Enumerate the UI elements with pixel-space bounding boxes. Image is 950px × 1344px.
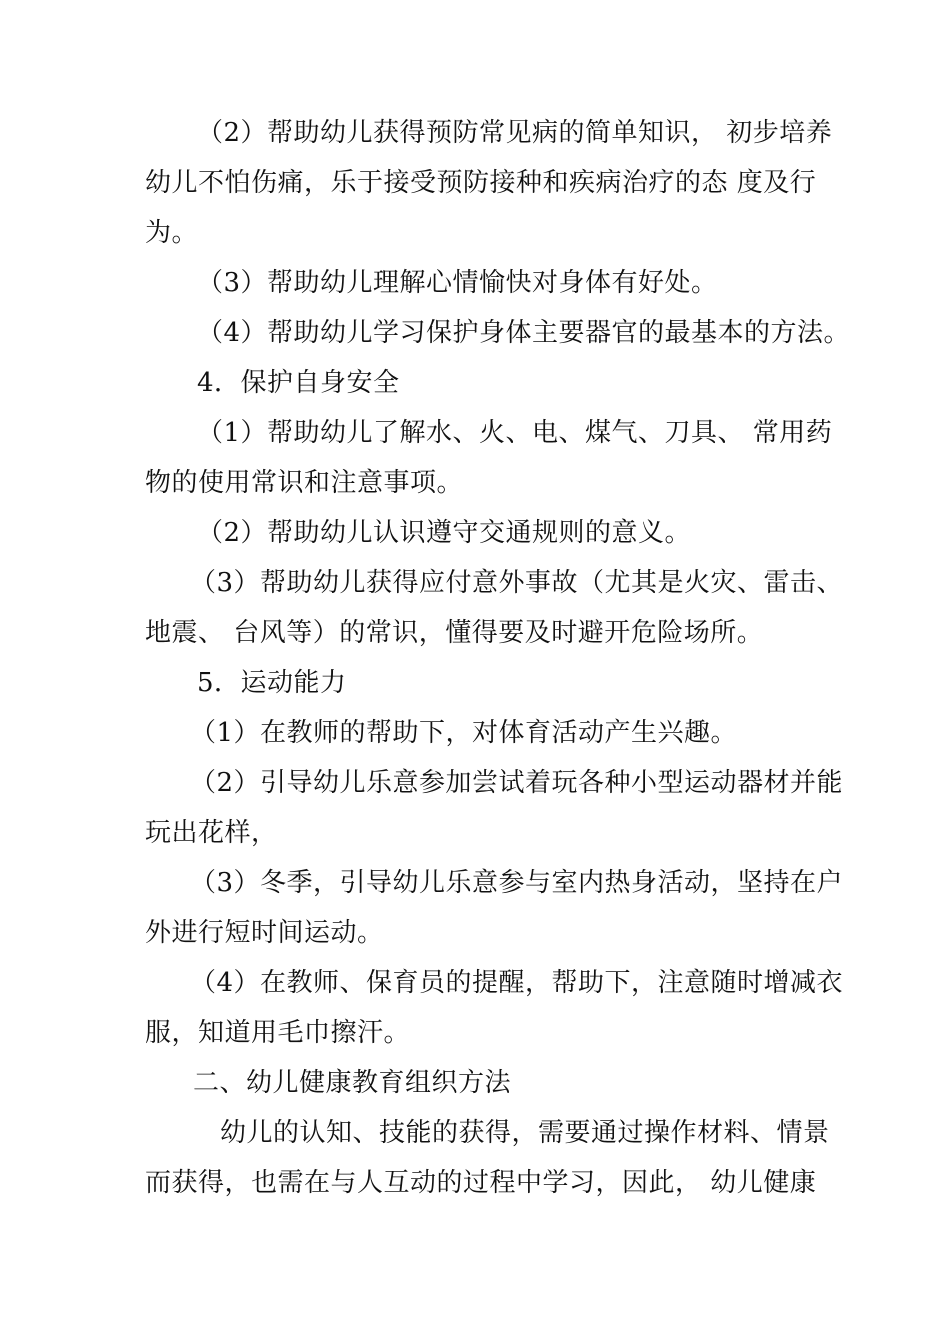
text-line: 幼儿的认知、技能的获得，需要通过操作材料、情景: [220, 1118, 830, 1148]
text-line: （4）在教师、保育员的提醒，帮助下，注意随时增减衣: [190, 968, 844, 998]
section-heading: 4．保护自身安全: [197, 368, 400, 398]
text-line: （1）在教师的帮助下，对体育活动产生兴趣。: [190, 718, 738, 748]
text-line: （3）帮助幼儿获得应付意外事故（尤其是火灾、雷击、: [190, 568, 844, 598]
text-line: 物的使用常识和注意事项。: [145, 468, 464, 498]
text-line: 而获得，也需在与人互动的过程中学习，因此， 幼儿健康: [145, 1168, 817, 1198]
text-line: （1）帮助幼儿了解水、火、电、煤气、刀具、 常用药: [197, 418, 833, 448]
text-line: （4）帮助幼儿学习保护身体主要器官的最基本的方法。: [197, 318, 851, 348]
text-line: （2）帮助幼儿获得预防常见病的简单知识， 初步培养: [197, 118, 833, 148]
text-line: （2）帮助幼儿认识遵守交通规则的意义。: [197, 518, 692, 548]
text-line: （3）帮助幼儿理解心情愉快对身体有好处。: [197, 268, 718, 298]
section-heading: 二、幼儿健康教育组织方法: [193, 1068, 512, 1098]
text-line: （3）冬季，引导幼儿乐意参与室内热身活动，坚持在户: [190, 868, 844, 898]
text-line: 服，知道用毛巾擦汗。: [145, 1018, 411, 1048]
text-line: （2）引导幼儿乐意参加尝试着玩各种小型运动器材并能: [190, 768, 844, 798]
text-line: 外进行短时间运动。: [145, 918, 384, 948]
text-line: 为。: [145, 218, 199, 248]
text-line: 地震、 台风等）的常识，懂得要及时避开危险场所。: [145, 618, 764, 648]
section-heading: 5．运动能力: [197, 668, 347, 698]
text-line: 幼儿不怕伤痛，乐于接受预防接种和疾病治疗的态 度及行: [145, 168, 817, 198]
text-line: 玩出花样，: [145, 818, 278, 848]
